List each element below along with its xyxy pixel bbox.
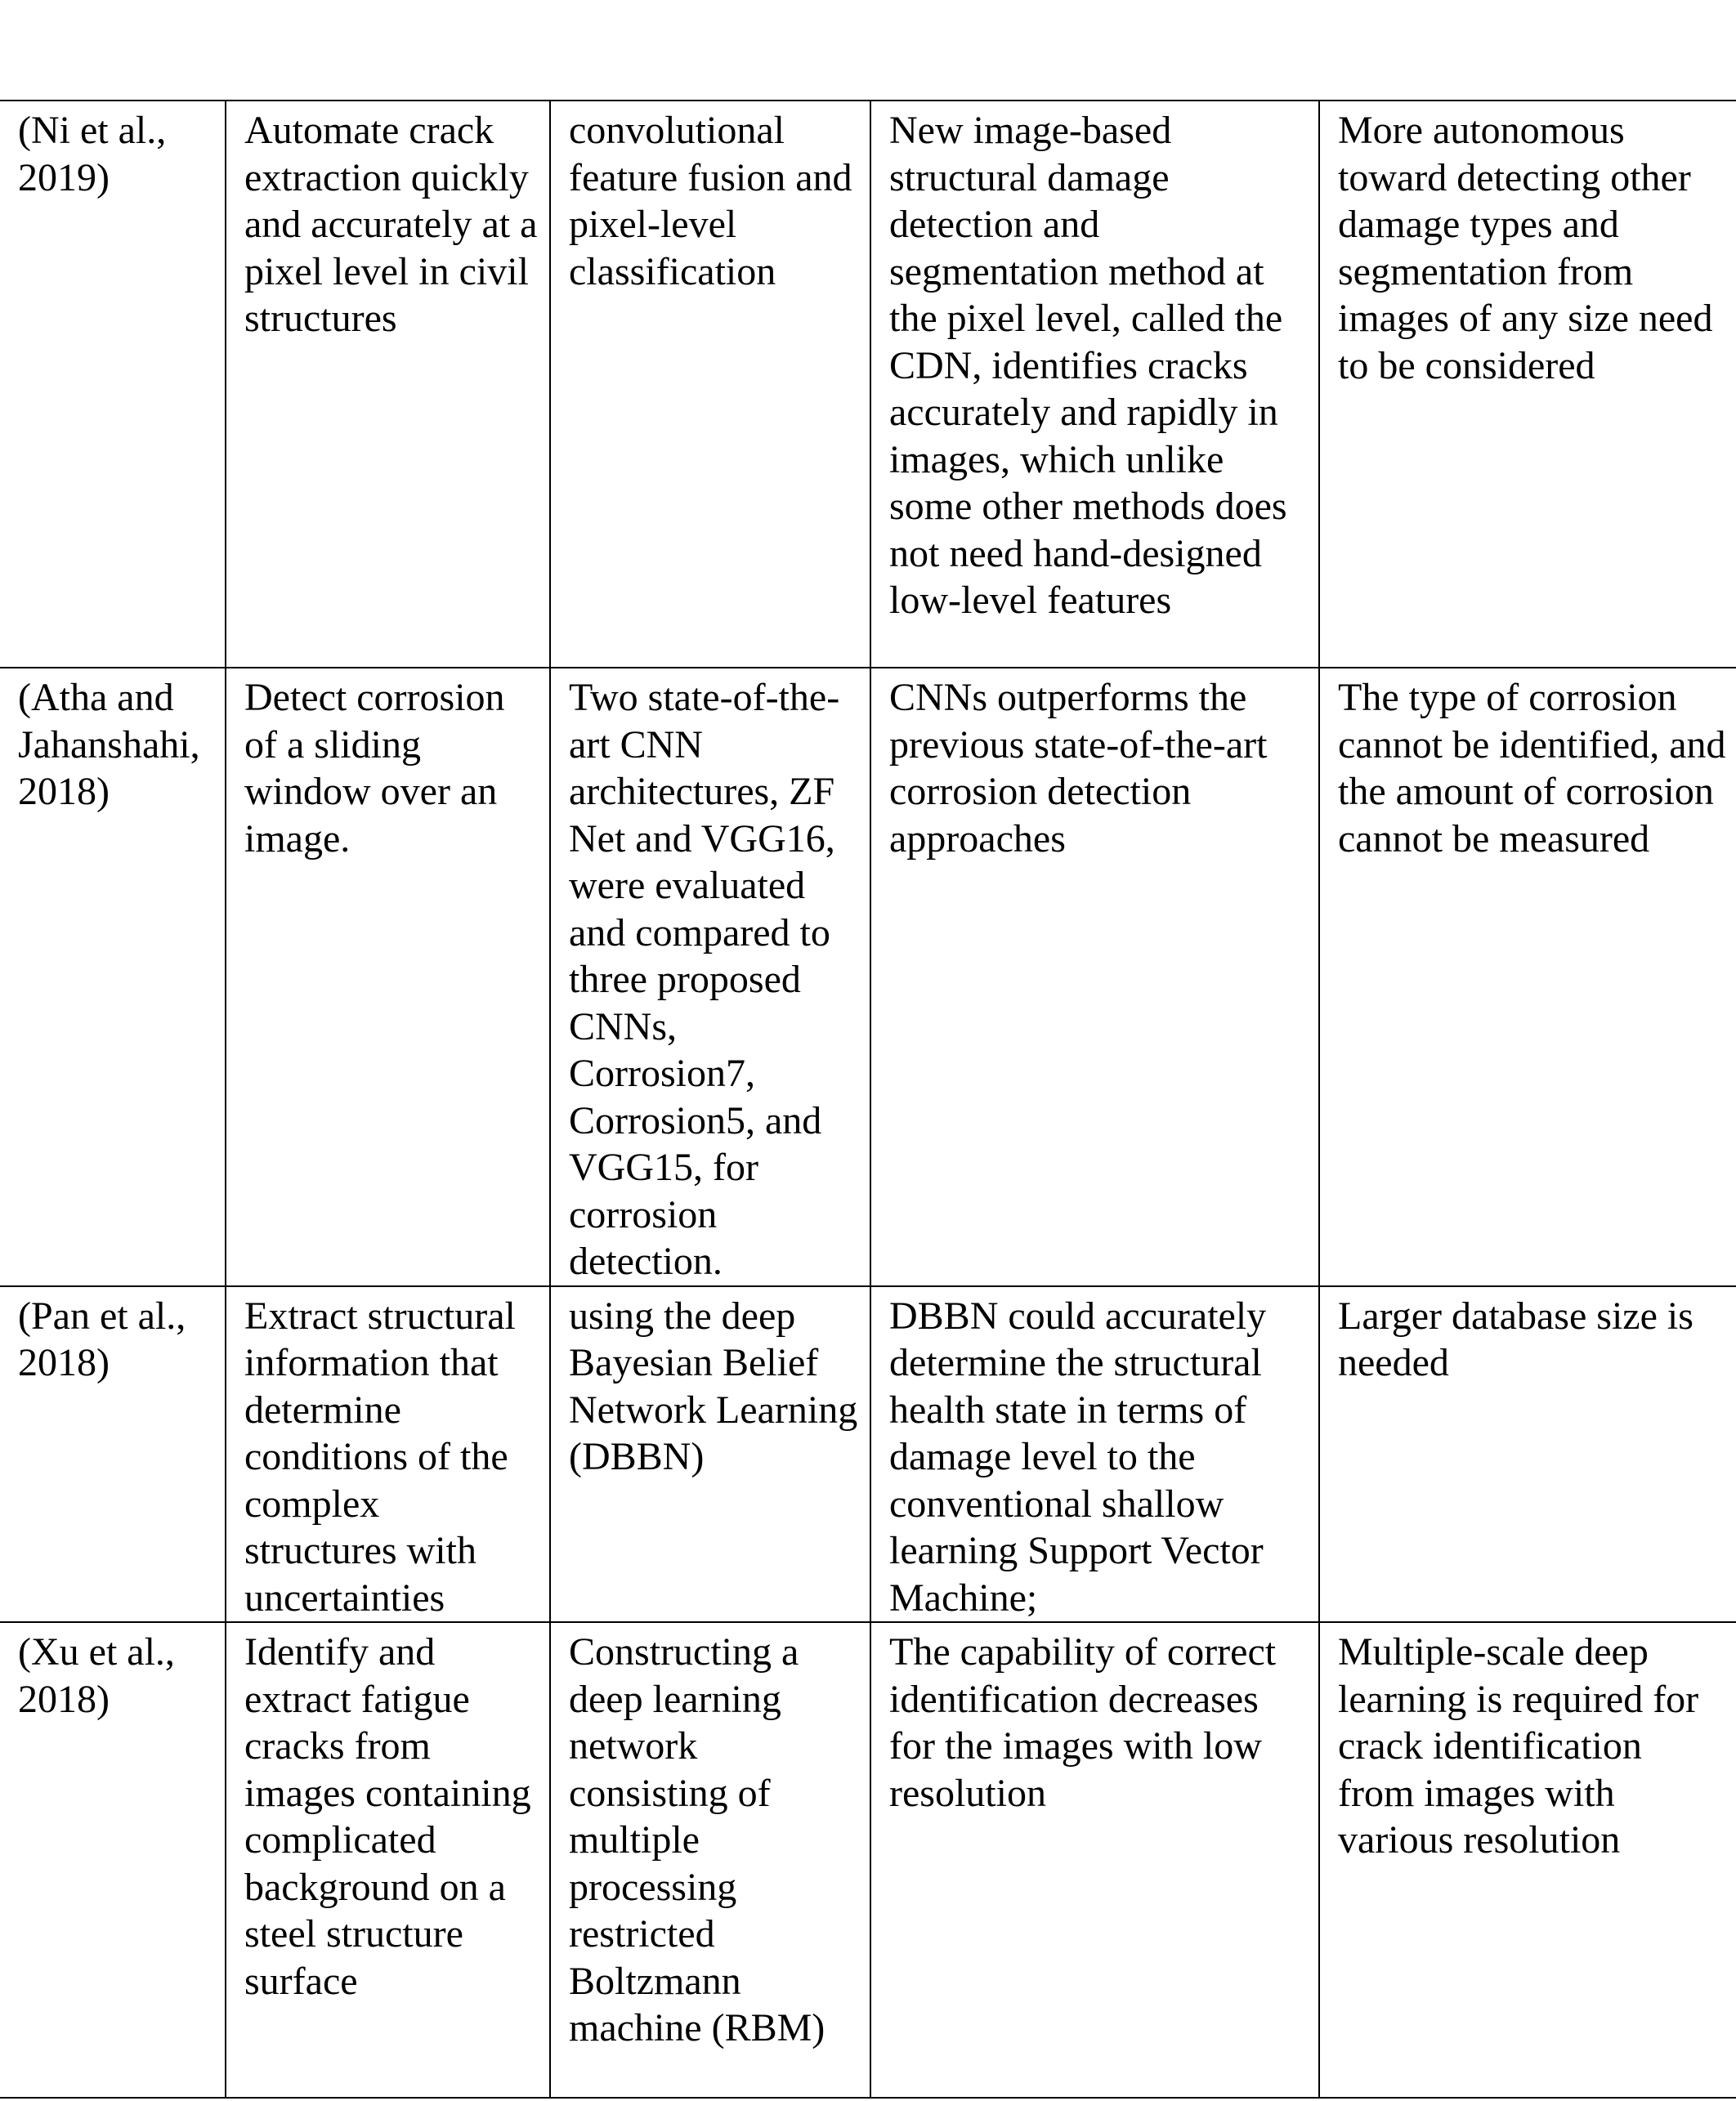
- limitation-cell: [1319, 101, 1736, 668]
- result-cell: [870, 668, 1319, 1286]
- objective-cell: [226, 1622, 550, 2098]
- result-text: The capability of correct identification decreases for the images with low resolution: [889, 1630, 1277, 1815]
- result-text: New image-based structural damage detection and segmentation method at the pixel level, called the CDN, identifies cracks accurately and rapidly in images, which unlike some other methods does not need hand-designed low-level features: [889, 109, 1287, 622]
- objective-text: Detect corrosion of a sliding window over an image.: [244, 676, 505, 861]
- table-row: [0, 668, 1736, 1286]
- result-cell: [870, 1622, 1319, 2098]
- objective-text: Identify and extract fatigue cracks from images containing complicated background on a steel structure surface: [244, 1630, 531, 2003]
- limitation-cell: [1319, 668, 1736, 1286]
- objective-text: Automate crack extraction quickly and accurately at a pixel level in civil structures: [244, 109, 538, 340]
- reference-text: (Ni et al., 2019): [18, 109, 167, 199]
- objective-cell: [226, 668, 550, 1286]
- result-cell: [870, 1286, 1319, 1623]
- reference-cell: [0, 101, 226, 668]
- method-cell: [550, 1622, 870, 2098]
- objective-text: Extract structural information that determine conditions of the complex structures with uncertainties: [244, 1294, 516, 1620]
- method-text: Two state-of-the-art CNN architectures, ZF Net and VGG16, were evaluated and compared to three proposed CNNs, Corrosion7, Corrosion5, and VGG15, for corrosion detection.: [569, 676, 840, 1283]
- limitation-cell: [1319, 1622, 1736, 2098]
- result-cell: [870, 101, 1319, 668]
- objective-cell: [226, 1286, 550, 1623]
- reference-cell: [0, 668, 226, 1286]
- result-text: DBBN could accurately determine the structural health state in terms of damage level to the conventional shallow learning Support Vector Machine;: [889, 1294, 1267, 1620]
- method-text: Constructing a deep learning network consisting of multiple processing restricted Boltzmann machine (RBM): [569, 1630, 825, 2050]
- result-text: CNNs outperforms the previous state-of-the-art corrosion detection approaches: [889, 676, 1268, 861]
- limitation-cell: [1319, 1286, 1736, 1623]
- reference-text: (Pan et al., 2018): [18, 1294, 186, 1384]
- limitation-text: Multiple-scale deep learning is required for crack identification from images with various resolution: [1338, 1630, 1699, 1862]
- method-text: using the deep Bayesian Belief Network Learning (DBBN): [569, 1294, 858, 1478]
- reference-text: (Atha and Jahanshahi, 2018): [18, 676, 200, 813]
- table-row: [0, 101, 1736, 668]
- literature-review-table: [0, 100, 1736, 2099]
- method-cell: [550, 668, 870, 1286]
- reference-cell: [0, 1286, 226, 1623]
- method-cell: [550, 1286, 870, 1623]
- table-row: [0, 1286, 1736, 1623]
- objective-cell: [226, 101, 550, 668]
- limitation-text: The type of corrosion cannot be identified, and the amount of corrosion cannot be measured: [1338, 676, 1726, 861]
- method-text: convolutional feature fusion and pixel-level classification: [569, 109, 852, 293]
- method-cell: [550, 101, 870, 668]
- reference-cell: [0, 1622, 226, 2098]
- limitation-text: More autonomous toward detecting other damage types and segmentation from images of any size need to be considered: [1338, 109, 1713, 387]
- limitation-text: Larger database size is needed: [1338, 1294, 1693, 1384]
- reference-text: (Xu et al., 2018): [18, 1630, 175, 1721]
- table-row: [0, 1622, 1736, 2098]
